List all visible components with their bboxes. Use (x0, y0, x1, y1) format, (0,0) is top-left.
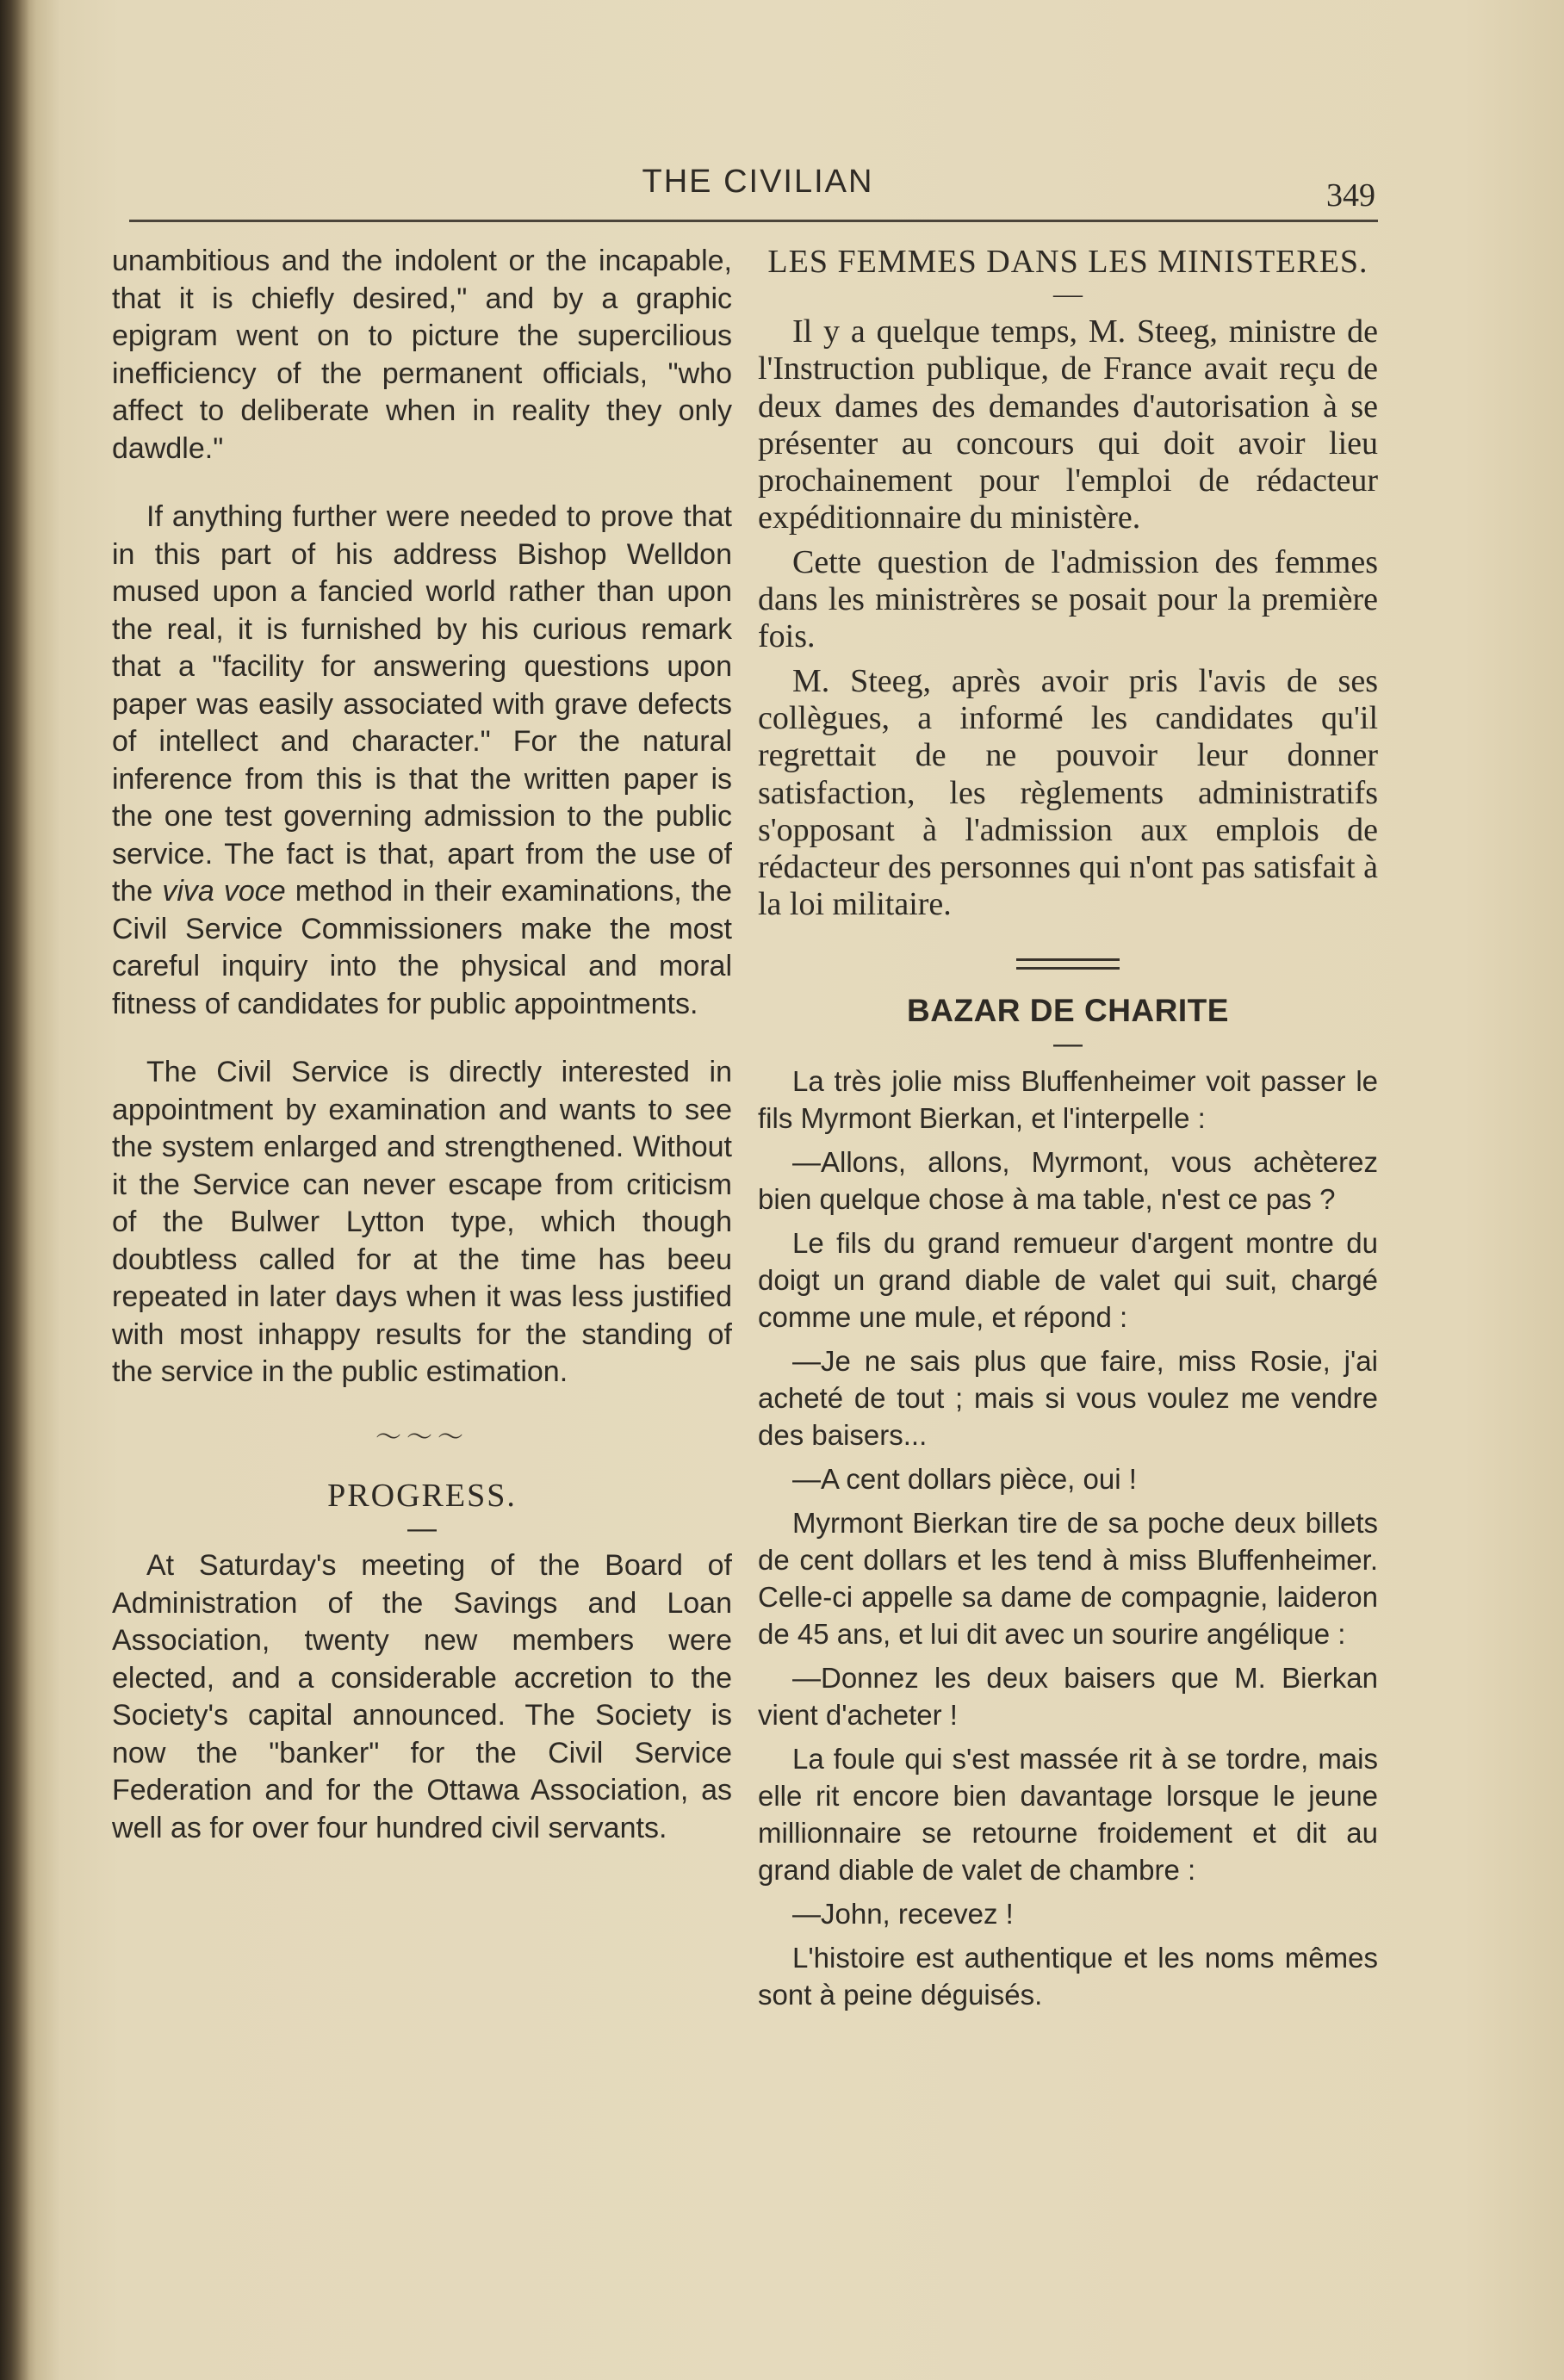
paragraph: —Donnez les deux baisers que M. Bierkan vient d'acheter ! (758, 1661, 1378, 1731)
paragraph: Le fils du grand remueur d'argent montre du doigt un grand diable de valet qui suit, chargé comme une mule, et répond : (758, 1226, 1378, 1333)
heading-dash: — (1053, 1026, 1083, 1060)
paragraph: —John, recevez ! (792, 1897, 1014, 1930)
italic-phrase: viva voce (162, 875, 286, 908)
heading-dash: — (1053, 278, 1083, 310)
paragraph: Cette question de l'admission des femmes dans les ministrères se posait pour la première fois. (758, 543, 1378, 655)
double-rule-divider (1016, 958, 1120, 970)
header-rule (129, 220, 1378, 222)
paragraph: Myrmont Bierkan tire de sa poche deux billets de cent dollars et les tend à miss Bluffenheimer. Celle-ci appelle sa dame de compagnie, laideron de 45 ans, et lui dit avec un sourire angélique : (758, 1506, 1378, 1650)
paragraph: —Je ne sais plus que faire, miss Rosie, j'ai acheté de tout ; mais si vous voulez me vendre des baisers... (758, 1344, 1378, 1451)
page-number: 349 (1326, 177, 1375, 214)
article-femmes (758, 243, 1378, 924)
paragraph: M. Steeg, après avoir pris l'avis de ses collègues, a informé les candidates qu'il regrettait de ne pouvoir leur donner satisfaction, les règlements administratifs s'opposant à l'admission aux emplois de rédacteur des personnes qui n'ont pas satisfait à la loi militaire. (758, 662, 1378, 923)
section-heading-bazar: BAZAR DE CHARITE (907, 992, 1229, 1028)
paragraph: At Saturday's meeting of the Board of Administration of the Savings and Loan Association, twenty new members were elected, and a considerable accretion to the Society's capital announced. The Society is now the "banker" for the Civil Service Federation and for the Ottawa Association, as well as for over four hundred civil servants. (112, 1549, 732, 1844)
paragraph: La foule qui s'est massée rit à se tordre, mais elle rit encore bien davantage lorsque le jeune millionnaire se retourne froidement et dit au grand diable de valet de chambre : (758, 1742, 1378, 1886)
running-head: THE CIVILIAN (642, 164, 874, 200)
book-spine-shadow (0, 0, 29, 2380)
right-column (758, 243, 1378, 2020)
section-heading-femmes: LES FEMMES DANS LES MINISTERES. (767, 244, 1368, 280)
paragraph: L'histoire est authentique et les noms mêmes sont à peine déguisés. (758, 1941, 1378, 2011)
section-heading-progress: PROGRESS. (327, 1478, 517, 1514)
paragraph: —Allons, allons, Myrmont, vous achèterez bien quelque chose à ma table, n'est ce pas ? (758, 1145, 1378, 1215)
paragraph: La très jolie miss Bluffenheimer voit passer le fils Myrmont Bierkan, et l'interpelle : (758, 1064, 1378, 1134)
ornament-divider: 〜〜〜 (375, 1422, 469, 1452)
paragraph: —A cent dollars pièce, oui ! (792, 1462, 1137, 1495)
heading-dash: — (407, 1512, 437, 1545)
paragraph (112, 499, 732, 1023)
left-column (112, 243, 732, 1854)
paragraph-text: If anything further were needed to prove that in this part of his address Bishop Welldon mused upon a fancied world rather than upon the real, it is furnished by his curious remark that a "facility for answering questions upon paper was easily associated with grave defects of intellect and character." For the natural inference from this is that the written paper is the one test governing admission to the public service. The fact is that, apart from the use of the (112, 500, 732, 908)
paragraph-text: method in their examinations, the Civil Service Commissioners make the most careful inquiry into the physical and moral fitness of candidates for public appointments. (112, 875, 732, 1020)
paragraph: Il y a quelque temps, M. Steeg, ministre de l'Instruction publique, de France avait reçu de deux dames des demandes d'autorisation à se présenter au concours qui doit avoir lieu prochainement pour l'emploi de rédacteur expéditionnaire du ministère. (758, 313, 1378, 536)
paragraph: unambitious and the indolent or the incapable, that it is chiefly desired," and by a graphic epigram went on to picture the supercilious inefficiency of the permanent officials, "who affect to deliberate when in reality they only dawdle." (112, 245, 732, 465)
article-bazar (758, 992, 1378, 2013)
paragraph: The Civil Service is directly interested in appointment by examination and wants to see the system enlarged and strengthened. Without it the Service can never escape from criticism of the Bulwer Lytton type, which though doubtless called for at the time has beeu repeated in later days when it was less justified with most inhappy results for the standing of the service in the public estimation. (112, 1056, 732, 1388)
